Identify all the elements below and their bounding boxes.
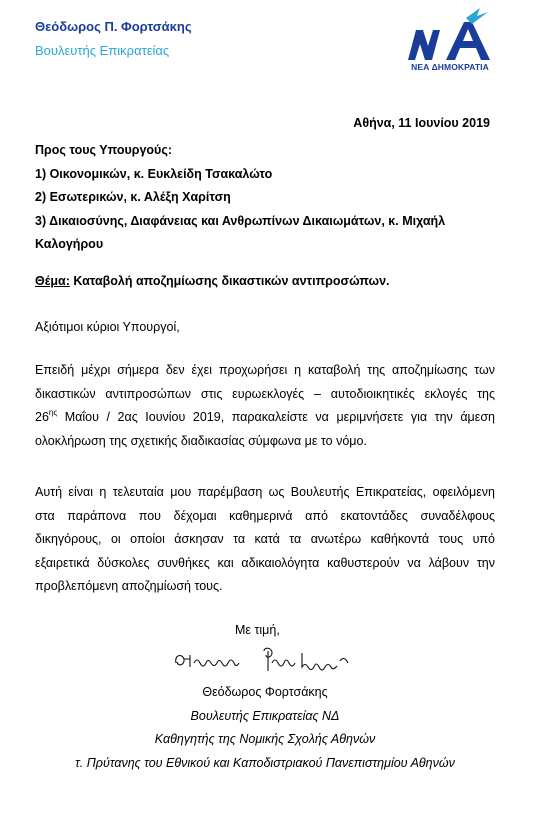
handwritten-signature	[172, 645, 372, 675]
signature-block	[30, 681, 500, 775]
sender-title: Βουλευτής Επικρατείας	[35, 43, 170, 58]
recipient-line: 3) Δικαιοσύνης, Διαφάνειας και Ανθρωπίνων Δικαιωμάτων, κ. Μιχαήλ	[35, 213, 446, 228]
closing: Με τιμή,	[235, 623, 280, 637]
paragraph-line: Επειδή μέχρι σήμερα δεν έχει προχωρήσει η καταβολή της αποζημίωσης των	[35, 363, 495, 377]
paragraph-line: προβλεπόμενη αποζημίωσή τους.	[35, 579, 223, 593]
paragraph-line: στα παράπονα που δέχομαι καθημερινά από εκατοντάδες συναδέλφους	[35, 508, 495, 523]
signatory-role: Καθηγητής της Νομικής Σχολής Αθηνών	[154, 732, 376, 746]
recipient-line: 2) Εσωτερικών, κ. Αλέξη Χαρίτση	[35, 190, 231, 204]
letter-date: Αθήνα, 11 Ιουνίου 2019	[353, 116, 490, 130]
signatory-name: Θεόδωρος Φορτσάκης	[202, 685, 328, 699]
salutation: Αξιότιμοι κύριοι Υπουργοί,	[35, 320, 180, 334]
body-paragraph	[35, 481, 495, 599]
signatory-role: τ. Πρύτανης του Εθνικού και Καποδιστριακού Πανεπιστημίου Αθηνών	[75, 755, 455, 770]
paragraph-line-rest: Μαΐου / 2ας Ιουνίου 2019, παρακαλείστε να μεριμνήσετε για την άμεση	[57, 410, 495, 424]
nd-logo-icon	[406, 8, 494, 62]
date-number: 26	[35, 410, 49, 424]
recipient-line: Καλογήρου	[35, 237, 104, 251]
body-paragraph	[35, 359, 495, 453]
recipients-heading: Προς τους Υπουργούς:	[35, 143, 172, 157]
subject-line	[35, 274, 390, 288]
subject-text: Καταβολή αποζημίωσης δικαστικών αντιπροσώπων.	[69, 274, 390, 288]
paragraph-line	[35, 406, 495, 430]
paragraph-line: ολοκλήρωση της σχετικής διαδικασίας σύμφωνα με το νόμο.	[35, 433, 367, 448]
paragraph-line: δικαστικών αντιπροσώπων στις ευρωεκλογές – αυτοδιοικητικές εκλογές της	[35, 386, 495, 401]
paragraph-line: Αυτή είναι η τελευταία μου παρέμβαση ως Βουλευτής Επικρατείας, οφειλόμενη	[35, 485, 495, 499]
ordinal-suffix: ης	[48, 408, 58, 417]
party-logo	[400, 8, 500, 76]
paragraph-line: εξαιρετικά δύσκολες συνθήκες και αδικαιολόγητα καθυστερούν να λάβουν την	[35, 555, 495, 570]
party-name: ΝΕΑ ΔΗΜΟΚΡΑΤΙΑ	[411, 62, 489, 72]
sender-name: Θεόδωρος Π. Φορτσάκης	[35, 19, 192, 34]
signatory-role: Βουλευτής Επικρατείας ΝΔ	[190, 708, 340, 723]
recipients-block	[35, 139, 495, 257]
subject-label: Θέμα:	[35, 274, 70, 288]
paragraph-line: δικηγόρους, οι οποίοι άσκησαν τα κατά τα ανωτέρω καθήκοντά τους υπό	[35, 532, 495, 546]
recipient-line: 1) Οικονομικών, κ. Ευκλείδη Τσακαλώτο	[35, 166, 273, 181]
